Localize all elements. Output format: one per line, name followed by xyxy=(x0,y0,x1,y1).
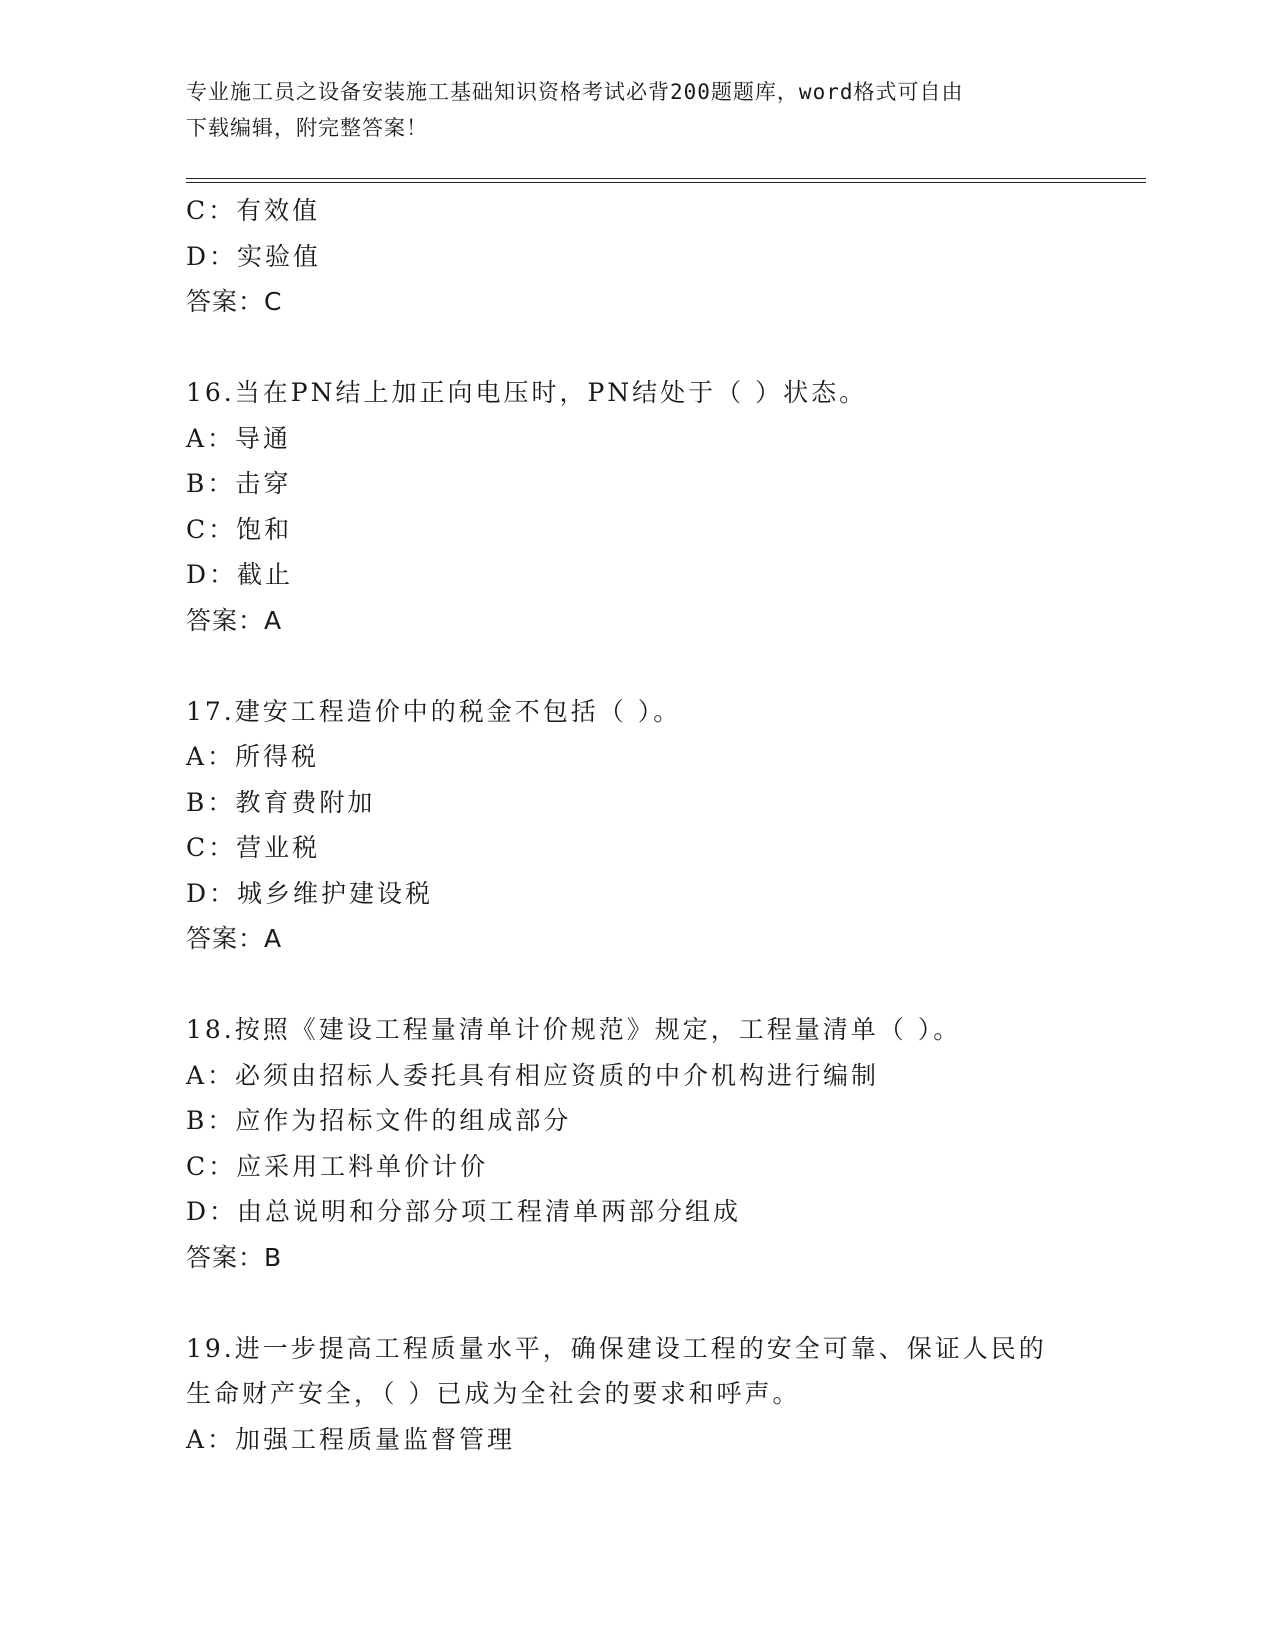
question-17 xyxy=(186,689,1146,962)
option-d: D：城乡维护建设税 xyxy=(186,878,434,908)
option-d: D：截止 xyxy=(186,560,294,589)
spacer xyxy=(186,643,1146,689)
option-c: C：有效值 xyxy=(186,196,321,225)
option-a: A：所得税 xyxy=(186,742,320,771)
question-content xyxy=(186,188,1146,1462)
answer-line: 答案：C xyxy=(186,287,283,316)
question-19 xyxy=(186,1326,1146,1463)
option-c: C：饱和 xyxy=(186,514,293,544)
header-line-2: 下载编辑，附完整答案！ xyxy=(186,116,428,140)
document-header xyxy=(186,74,1086,146)
option-a: A：加强工程质量监督管理 xyxy=(186,1424,516,1454)
spacer xyxy=(186,962,1146,1008)
option-c: C：营业税 xyxy=(186,833,321,862)
question-stem-line-2: 生命财产安全，（ ）已成为全社会的要求和呼声。 xyxy=(186,1379,801,1408)
spacer xyxy=(186,325,1146,371)
question-stem: 16.当在PN结上加正向电压时，PN结处于（ ）状态。 xyxy=(186,378,868,407)
option-a: A：导通 xyxy=(186,423,292,453)
question-stem: 18.按照《建设工程量清单计价规范》规定，工程量清单（ ）。 xyxy=(186,1015,962,1044)
answer-line: 答案：B xyxy=(186,1242,283,1272)
spacer xyxy=(186,1280,1146,1326)
option-b: B：教育费附加 xyxy=(186,787,376,817)
option-d: D：由总说明和分部分项工程清单两部分组成 xyxy=(186,1197,742,1226)
header-divider xyxy=(186,178,1146,183)
question-16 xyxy=(186,370,1146,643)
question-stem: 17.建安工程造价中的税金不包括（ ）。 xyxy=(186,696,682,726)
header-line-1: 专业施工员之设备安装施工基础知识资格考试必背200题题库，word格式可自由 xyxy=(186,80,964,104)
question-stem-line-1: 19.进一步提高工程质量水平，确保建设工程的安全可靠、保证人民的 xyxy=(186,1333,1047,1363)
answer-line: 答案：A xyxy=(186,605,283,635)
option-d: D：实验值 xyxy=(186,241,322,271)
option-a: A：必须由招标人委托具有相应资质的中介机构进行编制 xyxy=(186,1060,880,1090)
previous-question-tail xyxy=(186,188,1146,325)
question-18 xyxy=(186,1007,1146,1280)
option-b: B：应作为招标文件的组成部分 xyxy=(186,1106,572,1135)
option-c: C：应采用工料单价计价 xyxy=(186,1151,489,1181)
answer-line: 答案：A xyxy=(186,924,283,953)
option-b: B：击穿 xyxy=(186,469,292,498)
